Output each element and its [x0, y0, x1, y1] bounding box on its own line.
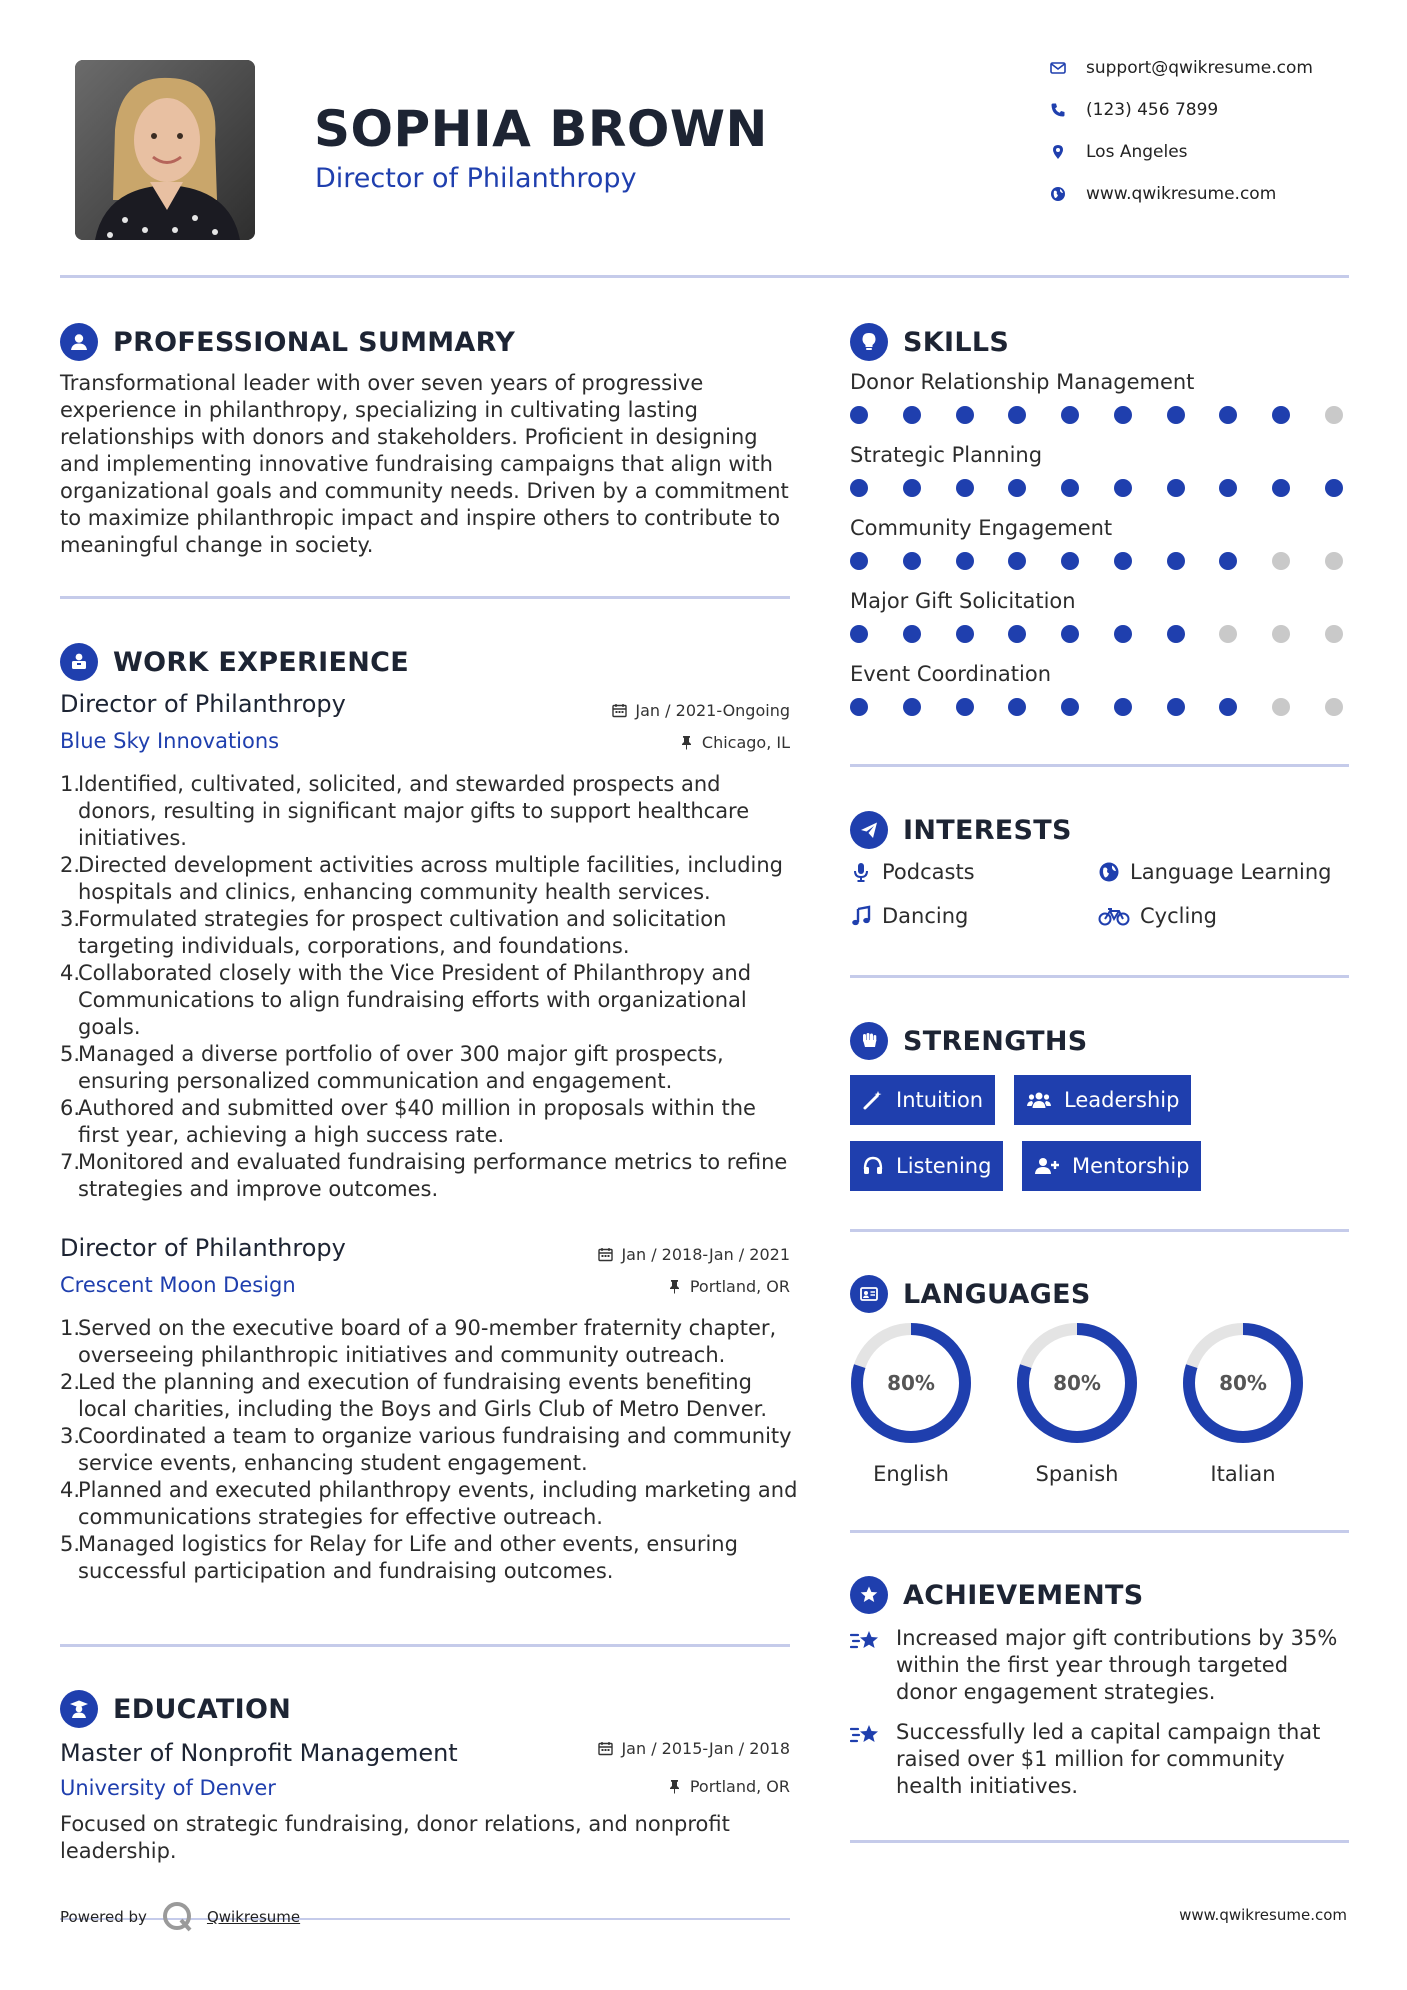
music-note-icon	[850, 905, 872, 927]
rating-dot-filled	[1114, 406, 1132, 424]
job-2-title: Director of Philanthropy	[60, 1234, 346, 1262]
summary-title: PROFESSIONAL SUMMARY	[113, 326, 516, 358]
rating-dot-empty	[1325, 406, 1343, 424]
rating-dot-filled	[1008, 479, 1026, 497]
rating-dot-filled	[903, 406, 921, 424]
language-italian	[1182, 1322, 1304, 1486]
list-item: 7. Monitored and evaluated fundraising performance metrics to refine strategies and improve outcomes.	[60, 1150, 788, 1201]
rating-dot-filled	[903, 479, 921, 497]
rating-dot-filled	[1061, 698, 1079, 716]
skill-name: Event Coordination	[850, 662, 1052, 686]
svg-text:80%: 80%	[1219, 1371, 1267, 1395]
skill-item	[850, 443, 1343, 497]
job-1-location	[679, 733, 790, 752]
rating-dot-filled	[903, 698, 921, 716]
rating-dot-filled	[1114, 625, 1132, 643]
list-item: 1. Identified, cultivated, solicited, and stewarded prospects and donors, resulting in significant major gifts to support healthcare initiatives.	[60, 772, 750, 850]
job-2-location-text: Portland, OR	[689, 1277, 790, 1296]
achievement-text: Increased major gift contributions by 35% within the first year through targeted donor engagement strategies.	[896, 1626, 1338, 1704]
achievements-divider	[850, 1840, 1349, 1843]
rating-dot-filled	[1061, 406, 1079, 424]
powered-by-text: Powered by	[60, 1908, 147, 1926]
rating-dot-filled	[1167, 625, 1185, 643]
skill-rating	[850, 552, 1343, 570]
rating-dot-filled	[1167, 698, 1185, 716]
header-divider	[60, 275, 1349, 278]
interest-label: Podcasts	[882, 860, 975, 884]
rating-dot-filled	[1219, 552, 1237, 570]
skill-rating	[850, 479, 1343, 497]
profile-photo	[75, 60, 255, 240]
rating-dot-filled	[956, 479, 974, 497]
calendar-icon	[598, 1741, 613, 1756]
job-1-company: Blue Sky Innovations	[60, 729, 280, 753]
job-1-dates	[612, 701, 790, 720]
rating-dot-empty	[1272, 698, 1290, 716]
job-2-dates-text: Jan / 2018-Jan / 2021	[621, 1245, 790, 1264]
list-item: 4. Planned and executed philanthropy events, including marketing and communications strategies for effective outreach.	[60, 1478, 798, 1529]
skill-rating	[850, 406, 1343, 424]
job-1-title: Director of Philanthropy	[60, 690, 346, 718]
interests-heading	[850, 811, 1072, 849]
svg-text:80%: 80%	[887, 1371, 935, 1395]
skills-title: SKILLS	[903, 326, 1010, 358]
globe-icon	[1050, 186, 1066, 202]
star-badge-icon	[850, 1576, 888, 1614]
job-2-location	[667, 1277, 790, 1296]
contact-email[interactable]	[1050, 58, 1313, 78]
interests-title: INTERESTS	[903, 814, 1072, 846]
rating-dot-filled	[1272, 406, 1290, 424]
globe-icon	[1098, 861, 1120, 883]
qwikresume-logo-icon	[161, 1900, 195, 1934]
rating-dot-filled	[850, 406, 868, 424]
list-item: 3. Formulated strategies for prospect cultivation and solicitation targeting individuals, corporations, and foundations.	[60, 907, 727, 958]
language-name: English	[873, 1462, 949, 1486]
lightbulb-icon	[850, 323, 888, 361]
job-2-bullets	[60, 1315, 800, 1585]
interest-label: Cycling	[1140, 904, 1217, 928]
education-heading	[60, 1690, 291, 1728]
list-item: 4. Collaborated closely with the Vice President of Philanthropy and Communications to align fundraising efforts with organizational goals.	[60, 961, 752, 1039]
skill-name: Donor Relationship Management	[850, 370, 1195, 394]
skills-heading	[850, 323, 1009, 361]
graduate-icon	[60, 1690, 98, 1728]
summary-divider	[60, 596, 790, 599]
candidate-name: SOPHIA BROWN	[314, 100, 768, 158]
rating-dot-filled	[850, 479, 868, 497]
pushpin-icon	[679, 735, 694, 750]
contact-location	[1050, 142, 1188, 162]
job-1-dates-text: Jan / 2021-Ongoing	[635, 701, 790, 720]
interest-cycling	[1098, 904, 1217, 928]
rating-dot-filled	[1008, 625, 1026, 643]
strength-listening	[850, 1141, 1003, 1191]
skill-item	[850, 589, 1343, 643]
rating-dot-filled	[956, 552, 974, 570]
contact-website-text: www.qwikresume.com	[1086, 184, 1277, 204]
language-name: Spanish	[1035, 1462, 1119, 1486]
user-plus-icon	[1034, 1155, 1060, 1177]
paper-plane-icon	[850, 811, 888, 849]
rating-dot-empty	[1325, 698, 1343, 716]
rating-dot-filled	[1114, 552, 1132, 570]
pushpin-icon	[667, 1279, 682, 1294]
experience-heading	[60, 643, 409, 681]
achievements-heading	[850, 1576, 1144, 1614]
skill-rating	[850, 625, 1343, 643]
interest-dancing	[850, 904, 968, 928]
list-item: 2. Directed development activities across multiple facilities, including hospitals and clinics, enhancing community health services.	[60, 853, 784, 904]
rating-dot-filled	[1219, 698, 1237, 716]
shooting-star-icon	[850, 1721, 882, 1749]
skill-item	[850, 516, 1343, 570]
contact-website[interactable]	[1050, 184, 1276, 204]
pushpin-icon	[667, 1779, 682, 1794]
footer-powered-by	[60, 1900, 300, 1934]
skills-divider	[850, 764, 1349, 767]
strengths-heading	[850, 1022, 1088, 1060]
rating-dot-filled	[1219, 479, 1237, 497]
languages-title: LANGUAGES	[903, 1278, 1091, 1310]
education-location-text: Portland, OR	[689, 1777, 790, 1796]
footer-website[interactable]: www.qwikresume.com	[1179, 1906, 1347, 1924]
contact-location-text: Los Angeles	[1086, 142, 1188, 162]
rating-dot-filled	[1167, 406, 1185, 424]
skill-name: Community Engagement	[850, 516, 1113, 540]
skill-name: Strategic Planning	[850, 443, 1043, 467]
headphones-icon	[862, 1155, 884, 1177]
interest-label: Language Learning	[1130, 860, 1332, 884]
rating-dot-filled	[903, 625, 921, 643]
contact-email-text: support@qwikresume.com	[1086, 58, 1313, 78]
rating-dot-filled	[1008, 698, 1026, 716]
users-icon	[1026, 1089, 1052, 1111]
language-gauge	[1016, 1322, 1138, 1444]
rating-dot-filled	[956, 406, 974, 424]
bicycle-icon	[1098, 905, 1130, 927]
rating-dot-filled	[1061, 479, 1079, 497]
rating-dot-filled	[850, 625, 868, 643]
fist-icon	[850, 1022, 888, 1060]
strength-mentorship	[1022, 1141, 1201, 1191]
rating-dot-filled	[1114, 698, 1132, 716]
strength-label: Leadership	[1064, 1088, 1180, 1112]
summary-heading	[60, 323, 515, 361]
achievement-item	[850, 1625, 1350, 1706]
qwikresume-link[interactable]: Qwikresume	[206, 1908, 301, 1926]
rating-dot-filled	[850, 698, 868, 716]
strength-label: Mentorship	[1072, 1154, 1190, 1178]
rating-dot-filled	[1272, 479, 1290, 497]
rating-dot-filled	[1008, 552, 1026, 570]
strength-label: Intuition	[896, 1088, 984, 1112]
education-school: University of Denver	[60, 1776, 276, 1800]
rating-dot-filled	[1061, 625, 1079, 643]
education-degree: Master of Nonprofit Management	[60, 1739, 458, 1767]
shooting-star-icon	[850, 1627, 882, 1655]
strengths-divider	[850, 1229, 1349, 1232]
achievement-item	[850, 1719, 1350, 1800]
achievement-text: Successfully led a capital campaign that raised over $1 million for community health initiatives.	[896, 1720, 1321, 1798]
list-item: 1. Served on the executive board of a 90-member fraternity chapter, overseeing philanthropic initiatives and community outreach.	[60, 1316, 777, 1367]
strength-leadership	[1014, 1075, 1191, 1125]
svg-text:80%: 80%	[1053, 1371, 1101, 1395]
education-dates	[598, 1739, 790, 1758]
language-name: Italian	[1210, 1462, 1276, 1486]
user-icon	[60, 323, 98, 361]
languages-list	[850, 1322, 1304, 1486]
rating-dot-empty	[1325, 625, 1343, 643]
list-item: 5. Managed a diverse portfolio of over 300 major gift prospects, ensuring personalized communication and engagement.	[60, 1042, 724, 1093]
interest-language-learning	[1098, 860, 1331, 884]
rating-dot-empty	[1272, 552, 1290, 570]
candidate-role: Director of Philanthropy	[315, 163, 637, 194]
language-spanish	[1016, 1322, 1138, 1486]
phone-icon	[1050, 102, 1066, 118]
language-gauge	[850, 1322, 972, 1444]
languages-heading	[850, 1275, 1091, 1313]
rating-dot-filled	[956, 698, 974, 716]
strength-intuition	[850, 1075, 995, 1125]
experience-divider	[60, 1644, 790, 1647]
rating-dot-filled	[850, 552, 868, 570]
rating-dot-filled	[956, 625, 974, 643]
strengths-title: STRENGTHS	[903, 1025, 1088, 1057]
education-dates-text: Jan / 2015-Jan / 2018	[621, 1739, 790, 1758]
education-title: EDUCATION	[113, 1693, 292, 1725]
summary-text: Transformational leader with over seven years of progressive experience in philanthropy, specializing in cultivating lasting relationships with donors and stakeholders. Proficient in designing and implementing innovative fundraising campaigns that align with organizational goals and community needs. Driven by a commitment to maximize philanthropic impact and inspire others to contribute to meaningful change in society.	[60, 371, 789, 557]
microphone-icon	[850, 861, 872, 883]
interest-label: Dancing	[882, 904, 969, 928]
language-english	[850, 1322, 972, 1486]
achievements-title: ACHIEVEMENTS	[903, 1579, 1144, 1611]
rating-dot-empty	[1219, 625, 1237, 643]
list-item: 2. Led the planning and execution of fundraising events benefiting local charities, including the Boys and Girls Club of Metro Denver.	[60, 1370, 768, 1421]
contact-phone[interactable]	[1050, 100, 1218, 120]
skill-item	[850, 662, 1343, 716]
rating-dot-empty	[1272, 625, 1290, 643]
skill-item	[850, 370, 1343, 424]
job-1-bullets	[60, 771, 800, 1203]
language-gauge	[1182, 1322, 1304, 1444]
calendar-icon	[612, 703, 627, 718]
job-1-location-text: Chicago, IL	[701, 733, 790, 752]
envelope-icon	[1050, 60, 1066, 76]
rating-dot-filled	[1008, 406, 1026, 424]
strength-label: Listening	[896, 1154, 992, 1178]
interests-divider	[850, 975, 1349, 978]
list-item: 6. Authored and submitted over $40 million in proposals within the first year, achieving a high success rate.	[60, 1096, 756, 1147]
id-card-icon	[850, 1275, 888, 1313]
briefcase-user-icon	[60, 643, 98, 681]
skill-name: Major Gift Solicitation	[850, 589, 1076, 613]
education-location	[667, 1777, 790, 1796]
list-item: 5. Managed logistics for Relay for Life and other events, ensuring successful participation and fundraising outcomes.	[60, 1532, 738, 1583]
magic-wand-icon	[862, 1089, 884, 1111]
skill-rating	[850, 698, 1343, 716]
rating-dot-filled	[1061, 552, 1079, 570]
rating-dot-filled	[1325, 479, 1343, 497]
rating-dot-filled	[1114, 479, 1132, 497]
rating-dot-empty	[1325, 552, 1343, 570]
job-2-company: Crescent Moon Design	[60, 1273, 296, 1297]
rating-dot-filled	[1167, 552, 1185, 570]
calendar-icon	[598, 1247, 613, 1262]
education-description: Focused on strategic fundraising, donor relations, and nonprofit leadership.	[60, 1812, 730, 1863]
rating-dot-filled	[1167, 479, 1185, 497]
job-2-dates	[598, 1245, 790, 1264]
list-item: 3. Coordinated a team to organize various fundraising and community service events, enhancing student engagement.	[60, 1424, 792, 1475]
interest-podcasts	[850, 860, 975, 884]
rating-dot-filled	[1219, 406, 1237, 424]
experience-title: WORK EXPERIENCE	[113, 646, 409, 678]
rating-dot-filled	[903, 552, 921, 570]
contact-phone-text: (123) 456 7899	[1086, 100, 1219, 120]
map-pin-icon	[1050, 144, 1066, 160]
languages-divider	[850, 1530, 1349, 1533]
